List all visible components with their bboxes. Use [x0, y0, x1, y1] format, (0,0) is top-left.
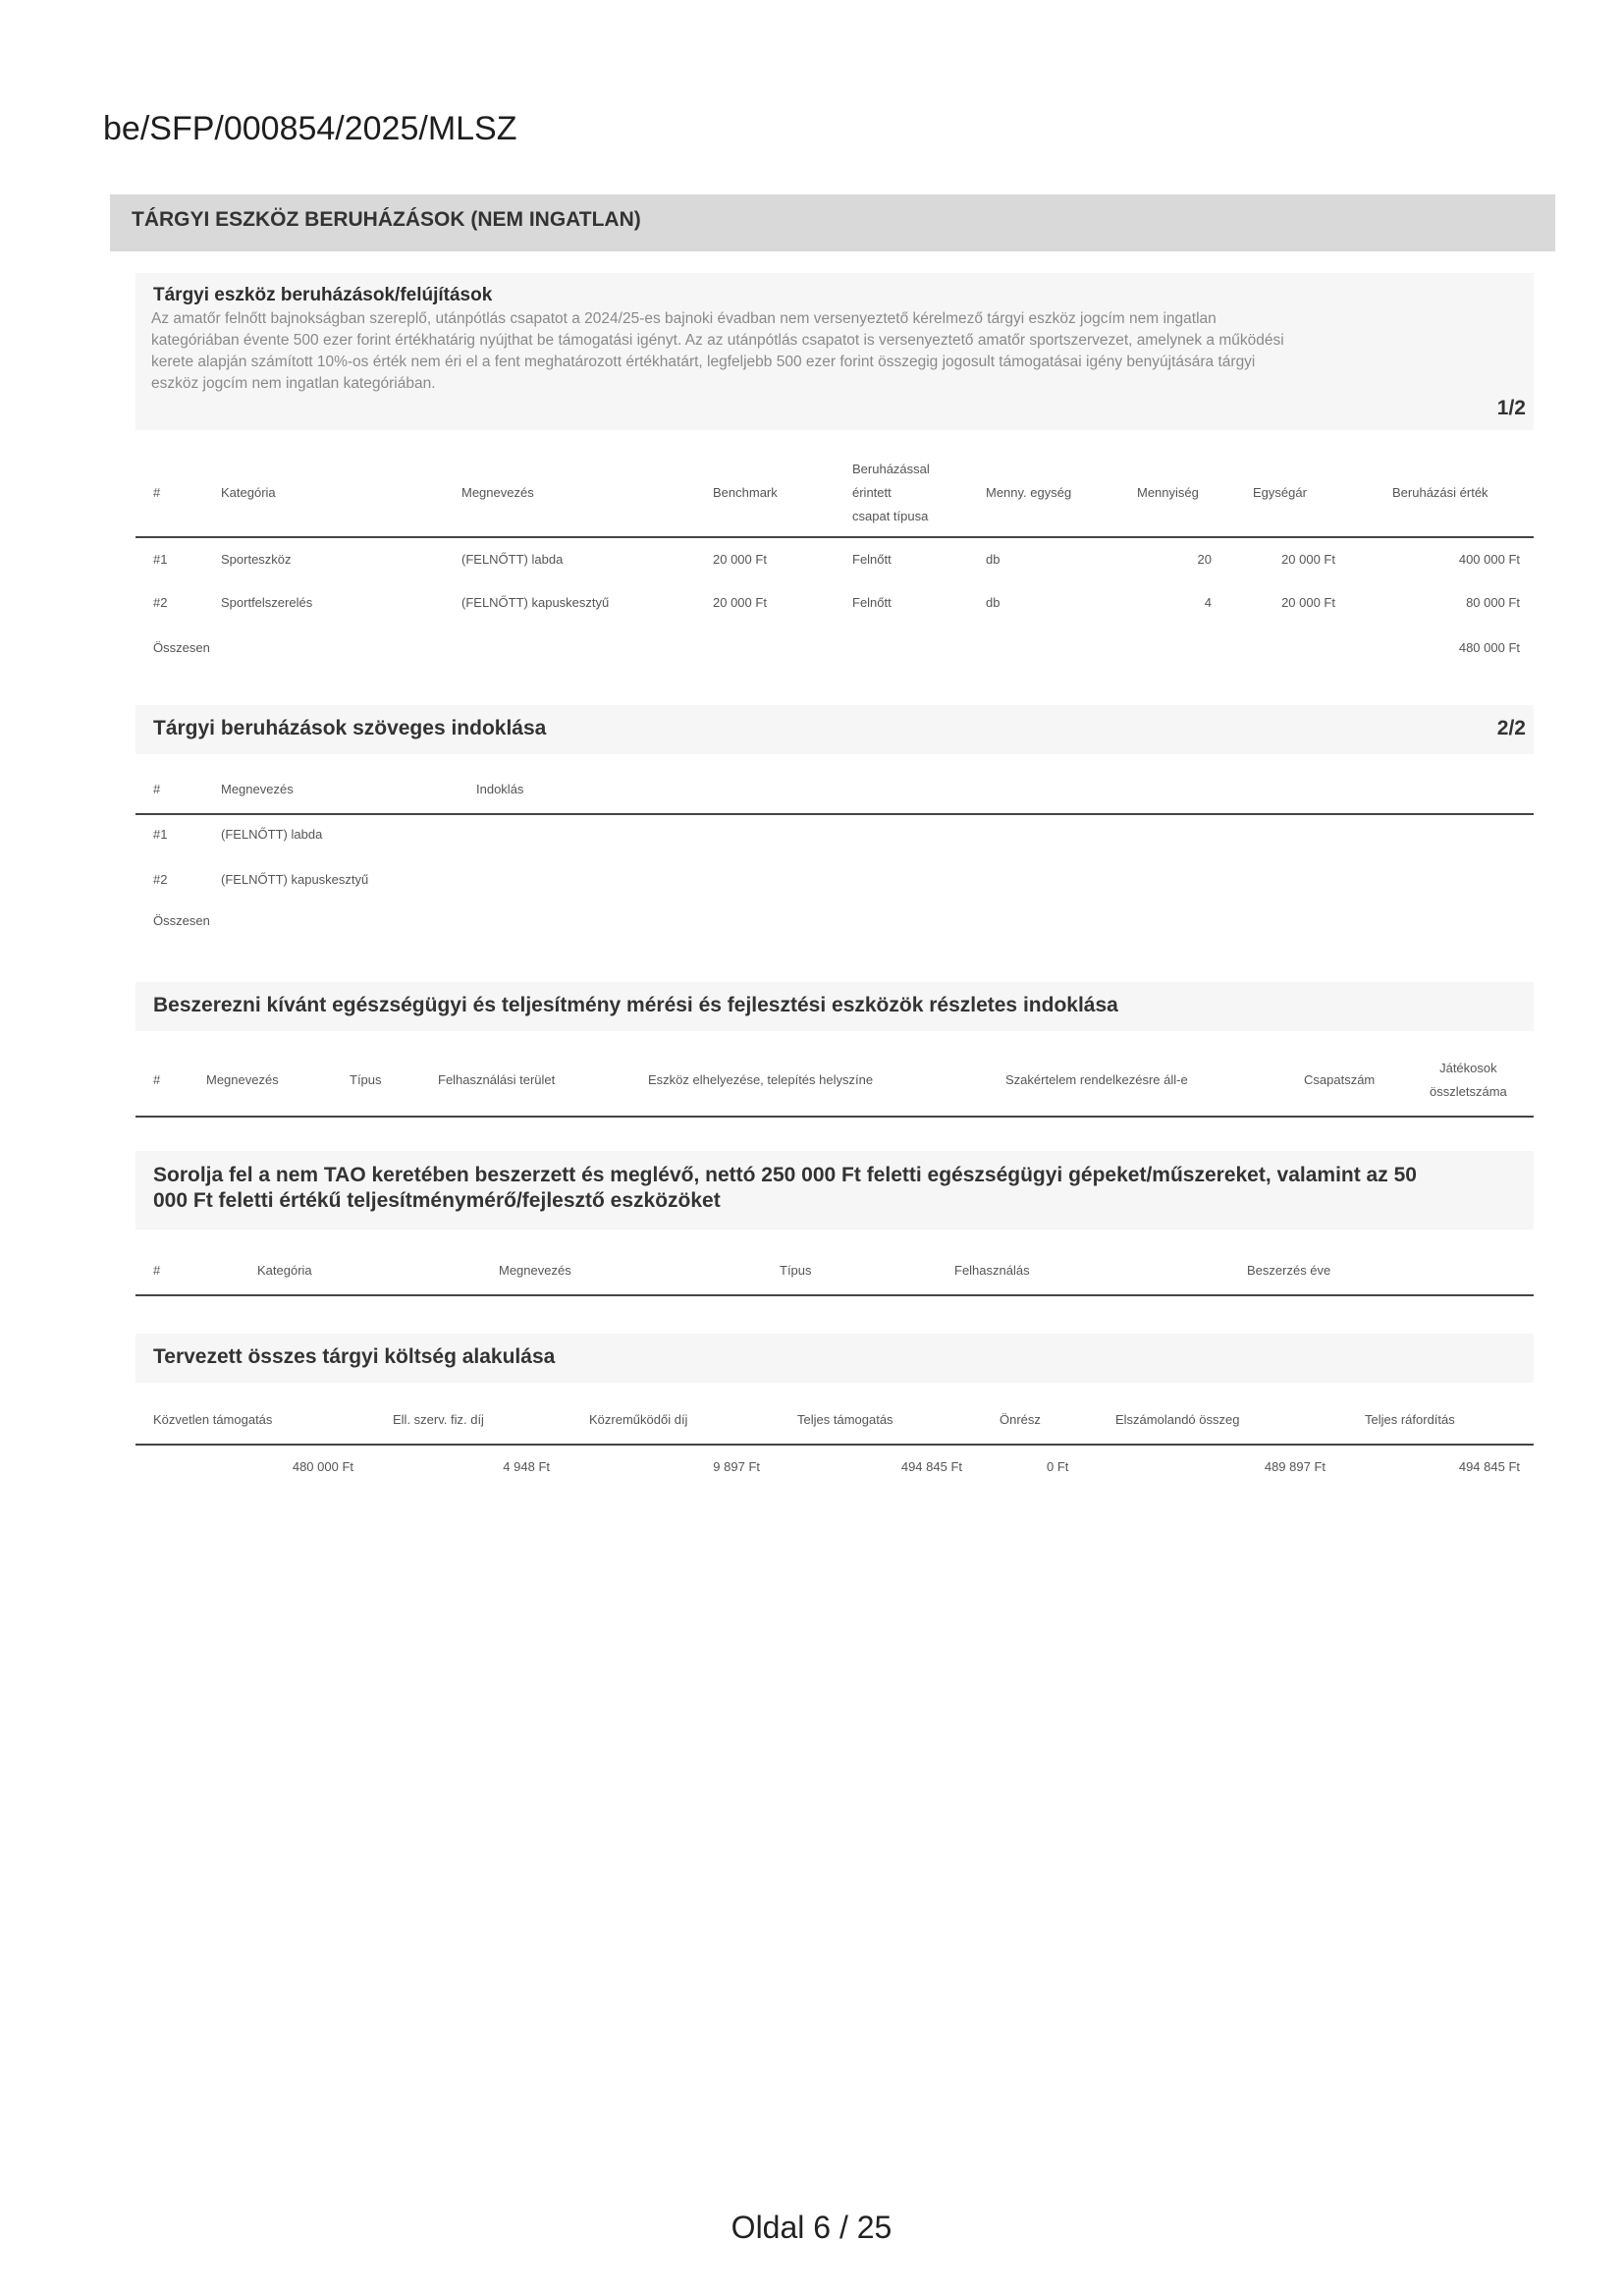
block3-title: Beszerezni kívánt egészségügyi és teljesítmény mérési és fejlesztési eszközök részletes indoklása [153, 994, 1118, 1016]
table-divider [135, 1116, 1534, 1118]
total-label: Összesen [153, 913, 210, 928]
header-num: # [153, 782, 161, 796]
header-use: Felhasználás [954, 1263, 1030, 1278]
header-num: # [153, 485, 161, 500]
table-divider [135, 1444, 1534, 1446]
header-expert: Szakértelem rendelkezésre áll-e [1005, 1072, 1188, 1087]
description-line: kerete alapján számított 10%-os érték nem éri el a fent meghatározott értékhatárt, legfeljebb 500 ezer forint összegig jogosult támogatásai igény benyújtására tárgyi [151, 354, 1256, 370]
header-value: Beruházási érték [1392, 485, 1488, 500]
header-type: Típus [350, 1072, 382, 1087]
total-label: Összesen [153, 640, 210, 655]
block2-page-indicator: 2/2 [1496, 717, 1526, 739]
header-location: Eszköz elhelyezése, telepítés helyszíne [648, 1072, 874, 1087]
header-name: Megnevezés [461, 485, 534, 500]
header-settle-amount: Elszámolandó összeg [1115, 1412, 1240, 1427]
header-category: Kategória [257, 1263, 312, 1278]
document-id: be/SFP/000854/2025/MLSZ [103, 110, 517, 147]
block2-header-bar [135, 705, 1534, 754]
header-coop-fee: Közreműködői díj [589, 1412, 688, 1427]
header-benchmark: Benchmark [713, 485, 778, 500]
header-area: Felhasználási terület [438, 1072, 556, 1087]
header-team-count: Csapatszám [1304, 1072, 1376, 1087]
header-type: Típus [780, 1263, 812, 1278]
header-players: Játékosok összletszáma [1430, 1061, 1507, 1099]
header-full-support: Teljes támogatás [797, 1412, 893, 1427]
header-num: # [153, 1072, 161, 1087]
header-team-type: Beruházással érintett csapat típusa [852, 462, 930, 523]
block1-description [151, 308, 1284, 395]
header-quantity: Mennyiség [1137, 485, 1199, 500]
table-divider [135, 1294, 1534, 1296]
section-banner: TÁRGYI ESZKÖZ BERUHÁZÁSOK (NEM INGATLAN) [110, 194, 1555, 251]
block3-header-bar [135, 982, 1534, 1031]
header-unit-price: Egységár [1253, 485, 1307, 500]
header-name: Megnevezés [221, 782, 294, 796]
header-category: Kategória [221, 485, 276, 500]
header-total-expense: Teljes ráfordítás [1365, 1412, 1455, 1427]
block1-title: Tárgyi eszköz beruházások/felújítások [153, 285, 493, 305]
header-direct-support: Közvetlen támogatás [153, 1412, 273, 1427]
table-divider [135, 536, 1534, 538]
header-control-fee: Ell. szerv. fiz. díj [393, 1412, 484, 1427]
header-name: Megnevezés [499, 1263, 571, 1278]
total-value: 480 000 Ft [1458, 640, 1520, 655]
header-reason: Indoklás [476, 782, 524, 796]
header-year: Beszerzés éve [1247, 1263, 1331, 1278]
block4-title: Sorolja fel a nem TAO keretében beszerzett és meglévő, nettó 250 000 Ft feletti egészségügyi gépeket/műszereket, valamint az 50 000 Ft feletti értékű teljesítménymérő/fejlesztő eszközöket [153, 1164, 1417, 1212]
block2-title: Tárgyi beruházások szöveges indoklása [153, 717, 547, 739]
header-own-share: Önrész [1000, 1412, 1041, 1427]
page-footer: Oldal 6 / 25 [730, 2210, 893, 2245]
header-num: # [153, 1263, 161, 1278]
block1-intro [135, 273, 1534, 430]
header-name: Megnevezés [206, 1072, 279, 1087]
block5-title: Tervezett összes tárgyi költség alakulása [153, 1345, 556, 1368]
block1-page-indicator: 1/2 [1496, 397, 1526, 419]
header-unit: Menny. egység [986, 485, 1072, 500]
description-line: kategóriában évente 500 ezer forint értékhatárig nyújthat be támogatási igényt. Az az utánpótlás csapatot is versenyeztető amatőr sportszervezet, amelynek a működési [151, 332, 1284, 349]
description-line: Az amatőr felnőtt bajnokságban szereplő, utánpótlás csapatot a 2024/25-es bajnoki évadban nem versenyeztető kérelmező tárgyi eszköz jogcím nem ingatlan [151, 310, 1217, 327]
block5-header-bar [135, 1334, 1534, 1383]
table-divider [135, 813, 1534, 815]
block4-header-bar [135, 1151, 1534, 1230]
description-line: eszköz jogcím nem ingatlan kategóriában. [151, 375, 436, 392]
